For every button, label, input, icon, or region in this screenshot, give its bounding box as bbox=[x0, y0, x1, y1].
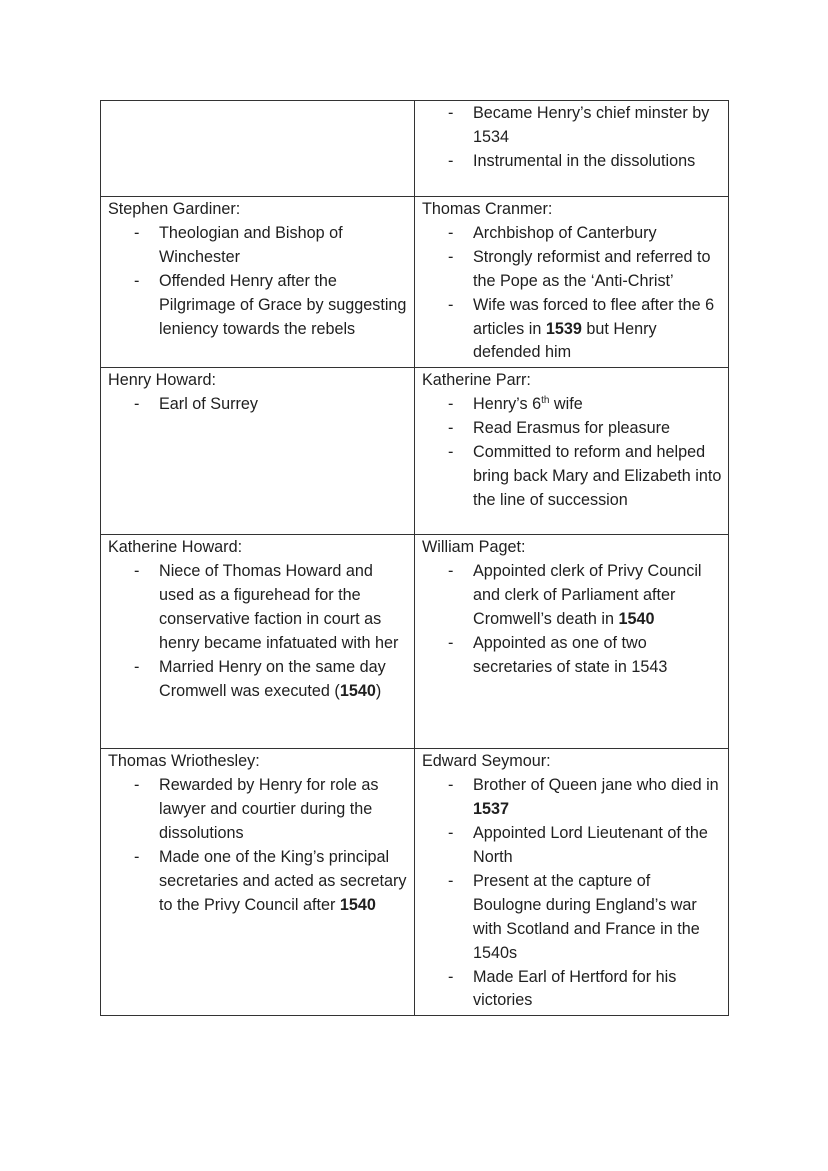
person-name: Thomas Wriothesley: bbox=[108, 752, 260, 771]
person-name: Thomas Cranmer: bbox=[422, 200, 553, 218]
fact-text: Earl of Surrey bbox=[159, 395, 258, 414]
fact-text: Instrumental in the dissolutions bbox=[473, 151, 696, 170]
table-row bbox=[101, 749, 729, 1016]
fact-item bbox=[448, 632, 722, 680]
fact-list bbox=[108, 774, 408, 917]
fact-list bbox=[108, 393, 408, 417]
fact-text: Strongly reformist and referred to the Pope as the ‘Anti-Christ’ bbox=[473, 247, 711, 290]
person-cell-right bbox=[415, 749, 729, 1016]
fact-list bbox=[422, 560, 722, 680]
fact-item bbox=[134, 560, 408, 656]
fact-item bbox=[448, 150, 722, 174]
fact-item bbox=[448, 560, 722, 632]
person-name: Katherine Howard: bbox=[108, 538, 243, 557]
fact-text: Made one of the King’s principal secretaries and acted as secretary to the Privy Council after bbox=[159, 847, 407, 914]
fact-item bbox=[448, 294, 722, 366]
fact-text: Present at the capture of Boulogne during England’s war with Scotland and France in the 1540s bbox=[473, 871, 700, 962]
fact-item bbox=[448, 822, 722, 870]
fact-item bbox=[134, 846, 408, 918]
fact-list bbox=[422, 102, 722, 174]
person-cell-left bbox=[101, 197, 415, 368]
fact-text: Appointed as one of two secretaries of state in 1543 bbox=[473, 633, 668, 676]
fact-text: Theologian and Bishop of Winchester bbox=[159, 223, 343, 266]
fact-item bbox=[448, 774, 722, 822]
bold-year: 1540 bbox=[618, 610, 655, 629]
bold-year: 1540 bbox=[339, 895, 376, 914]
table-row bbox=[101, 101, 729, 197]
fact-item bbox=[134, 393, 408, 417]
person-cell-right bbox=[415, 368, 729, 535]
people-table-body bbox=[101, 101, 729, 1016]
fact-text: Brother of Queen jane who died in bbox=[473, 776, 719, 795]
person-name: Henry Howard: bbox=[108, 371, 216, 390]
fact-text: Married Henry on the same day Cromwell was executed ( bbox=[159, 657, 386, 700]
fact-list bbox=[422, 393, 722, 513]
fact-text: Committed to reform and helped bring back Mary and Elizabeth into the line of succession bbox=[473, 443, 722, 509]
fact-item bbox=[448, 441, 722, 513]
table-row bbox=[101, 368, 729, 535]
person-cell-left bbox=[101, 101, 415, 197]
fact-text: Rewarded by Henry for role as lawyer and courtier during the dissolutions bbox=[159, 776, 379, 843]
person-cell-right bbox=[415, 535, 729, 749]
table-row bbox=[101, 535, 729, 749]
fact-list bbox=[108, 560, 408, 703]
person-cell-left bbox=[101, 749, 415, 1016]
fact-item bbox=[448, 393, 722, 417]
fact-item bbox=[134, 656, 408, 704]
fact-item bbox=[134, 774, 408, 846]
fact-list bbox=[422, 222, 722, 365]
fact-item bbox=[448, 246, 722, 294]
person-name: Katherine Parr: bbox=[422, 371, 531, 390]
person-name: William Paget: bbox=[422, 538, 526, 557]
bold-year: 1540 bbox=[339, 681, 376, 700]
ordinal-suffix: th bbox=[541, 395, 550, 407]
bold-year: 1539 bbox=[545, 319, 582, 338]
fact-text: Read Erasmus for pleasure bbox=[473, 419, 671, 438]
fact-item bbox=[448, 222, 722, 246]
fact-text: Made Earl of Hertford for his victories bbox=[473, 967, 677, 1010]
fact-list bbox=[108, 222, 408, 342]
fact-text: Appointed clerk of Privy Council and clerk of Parliament after Cromwell’s death in bbox=[473, 562, 702, 629]
person-cell-right bbox=[415, 101, 729, 197]
fact-text: Niece of Thomas Howard and used as a figurehead for the conservative faction in court as henry became infatuated with her bbox=[159, 562, 399, 652]
fact-text: Offended Henry after the Pilgrimage of Grace by suggesting leniency towards the rebels bbox=[159, 271, 407, 338]
fact-list bbox=[422, 774, 722, 1013]
fact-text: but Henry defended him bbox=[473, 319, 657, 362]
table-row bbox=[101, 197, 729, 368]
person-cell-left bbox=[101, 535, 415, 749]
fact-text: Henry’s 6 bbox=[473, 395, 542, 414]
person-name: Edward Seymour: bbox=[422, 752, 551, 771]
fact-item bbox=[448, 102, 722, 150]
fact-text: Wife was forced to flee after the 6 articles in bbox=[473, 295, 715, 338]
fact-text: ) bbox=[375, 681, 382, 700]
fact-item bbox=[448, 417, 722, 441]
fact-text: Appointed Lord Lieutenant of the North bbox=[473, 824, 708, 866]
fact-item bbox=[448, 966, 722, 1014]
fact-item bbox=[134, 270, 408, 342]
person-name: Stephen Gardiner: bbox=[108, 200, 241, 218]
person-cell-left bbox=[101, 368, 415, 535]
fact-text: Archbishop of Canterbury bbox=[473, 223, 657, 242]
person-cell-right bbox=[415, 197, 729, 368]
fact-item bbox=[134, 222, 408, 270]
fact-text: Became Henry’s chief minster by 1534 bbox=[473, 104, 710, 146]
fact-text: wife bbox=[549, 395, 583, 414]
fact-item bbox=[448, 870, 722, 966]
people-table bbox=[100, 100, 729, 1016]
bold-year: 1537 bbox=[473, 800, 510, 819]
